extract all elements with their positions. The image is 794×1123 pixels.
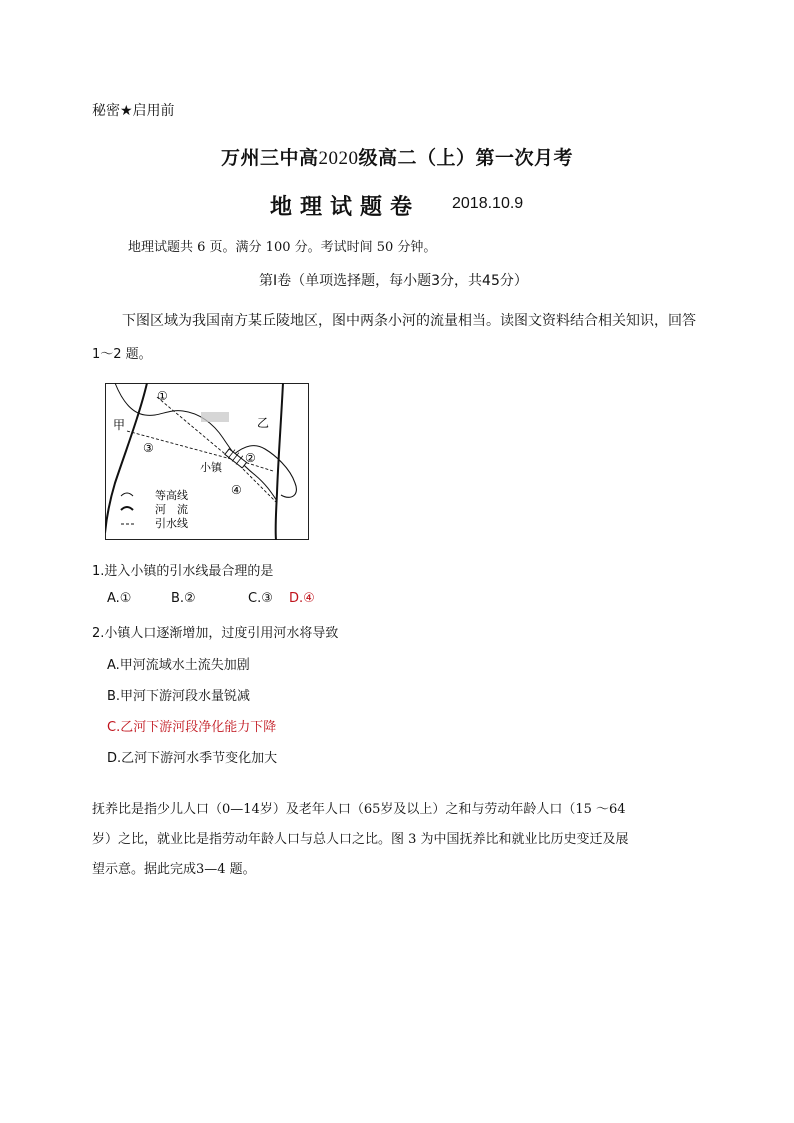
exam-info: 地理试题共 6 页。满分 100 分。考试时间 50 分钟。 <box>128 240 437 255</box>
title-prefix: 万州三中高 <box>220 147 319 169</box>
q1-option-d: D.④ <box>289 591 315 606</box>
subject-title: 地理试题卷 <box>270 195 421 220</box>
mark-2: ② <box>245 451 256 465</box>
title-suffix: 级高二（上）第一次月考 <box>358 147 574 169</box>
exam-title <box>0 143 794 170</box>
paragraph-line-1: 抚养比是指少儿人口（0—14岁）及老年人口（65岁及以上）之和与劳动年龄人口（15 ～64 <box>92 802 626 817</box>
legend-contour: 等高线 <box>155 489 188 502</box>
paragraph-line-3: 望示意。据此完成3—4 题。 <box>92 862 256 877</box>
blurred-label <box>201 412 229 422</box>
title-year: 2020 <box>318 148 359 169</box>
section-heading: 第Ⅰ卷（单项选择题，每小题3分，共45分） <box>259 273 528 289</box>
q2-option-b: B.甲河下游河段水量锐减 <box>107 689 251 704</box>
paragraph-line-2: 岁）之比，就业比是指劳动年龄人口与总人口之比。图 3 为中国抚养比和就业比历史变迁及展 <box>92 832 629 847</box>
legend-river: 河 流 <box>155 503 188 516</box>
q1-option-b: B.② <box>171 591 196 606</box>
q2-option-d: D.乙河下游河水季节变化加大 <box>107 751 278 766</box>
dependency-ratio-paragraph <box>92 795 704 885</box>
intro-line-1: 下图区域为我国南方某丘陵地区，图中两条小河的流量相当。读图文资料结合相关知识，回答 <box>122 313 696 329</box>
label-jia: 甲 <box>113 418 126 432</box>
q1-option-a: A.① <box>107 591 132 606</box>
mark-1: ① <box>157 389 168 403</box>
legend-canal: 引水线 <box>155 517 188 530</box>
q2-option-c: C.乙河下游河段净化能力下降 <box>107 720 277 735</box>
q1-stem: 1.进入小镇的引水线最合理的是 <box>92 564 274 579</box>
terrain-map <box>105 383 309 540</box>
q2-stem: 2.小镇人口逐渐增加，过度引用河水将导致 <box>92 626 339 641</box>
label-yi: 乙 <box>257 416 270 430</box>
mark-3: ③ <box>143 441 154 455</box>
exam-date: 2018.10.9 <box>452 195 524 212</box>
secret-label: 秘密★启用前 <box>92 103 175 119</box>
label-town: 小镇 <box>200 461 222 474</box>
q2-option-a: A.甲河流域水土流失加剧 <box>107 658 250 673</box>
q1-options <box>107 591 315 606</box>
q1-option-c: C.③ <box>248 591 273 606</box>
intro-line-2: 1～2 题。 <box>92 347 152 362</box>
mark-4: ④ <box>231 483 242 497</box>
